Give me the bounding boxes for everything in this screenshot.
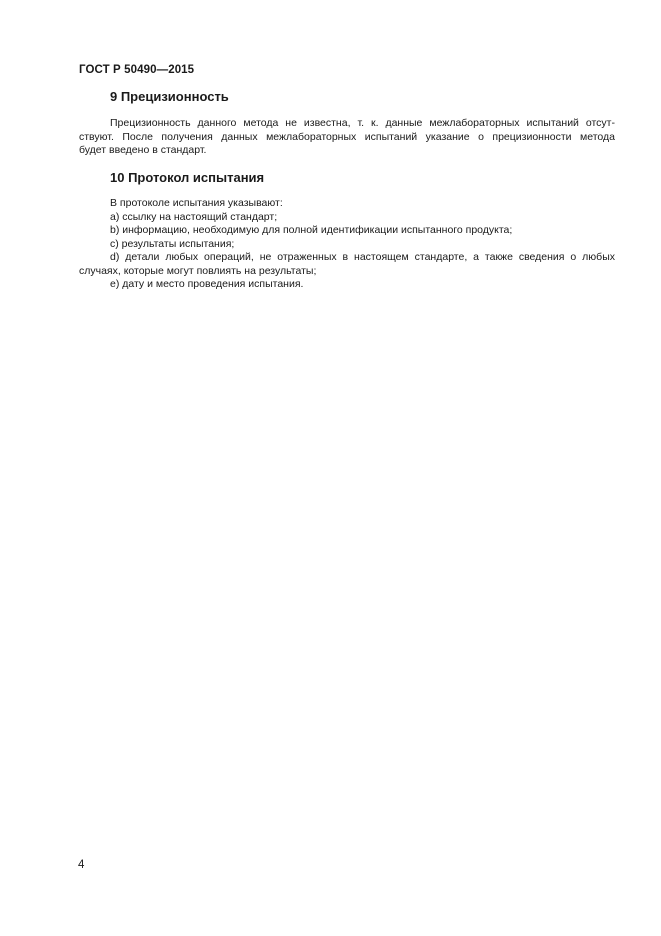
list-item-a: а) ссылку на настоящий стандарт; (110, 210, 278, 223)
list-intro: В протоколе испытания указывают: (110, 197, 283, 209)
paragraph-line: будет введено в стандарт. (79, 144, 207, 156)
list-item-e: е) дату и место проведения испытания. (110, 278, 304, 290)
section-9-paragraph (79, 117, 615, 158)
list-item-c: с) результаты испытания; (110, 237, 235, 250)
page-number: 4 (78, 859, 85, 871)
paragraph-line: Прецизионность данного метода не известна, т. к. данные межлабораторных испытаний отсут- (110, 117, 615, 129)
section-9-heading: 9 Прецизионность (110, 89, 229, 104)
document-code: ГОСТ Р 50490—2015 (79, 64, 195, 76)
paragraph-line: ствуют. После получения данных межлабораторных испытаний указание о прецизионности метода (79, 130, 615, 143)
list-item-b: b) информацию, необходимую для полной идентификации испытанного продукта; (110, 224, 513, 236)
list-item-d-continuation: случаях, которые могут повлиять на результаты; (79, 264, 317, 277)
section-10-list (79, 197, 615, 292)
list-item-d: d) детали любых операций, не отраженных в настоящем стандарте, а также сведения о любых (110, 251, 615, 263)
section-10-heading: 10 Протокол испытания (110, 170, 265, 185)
